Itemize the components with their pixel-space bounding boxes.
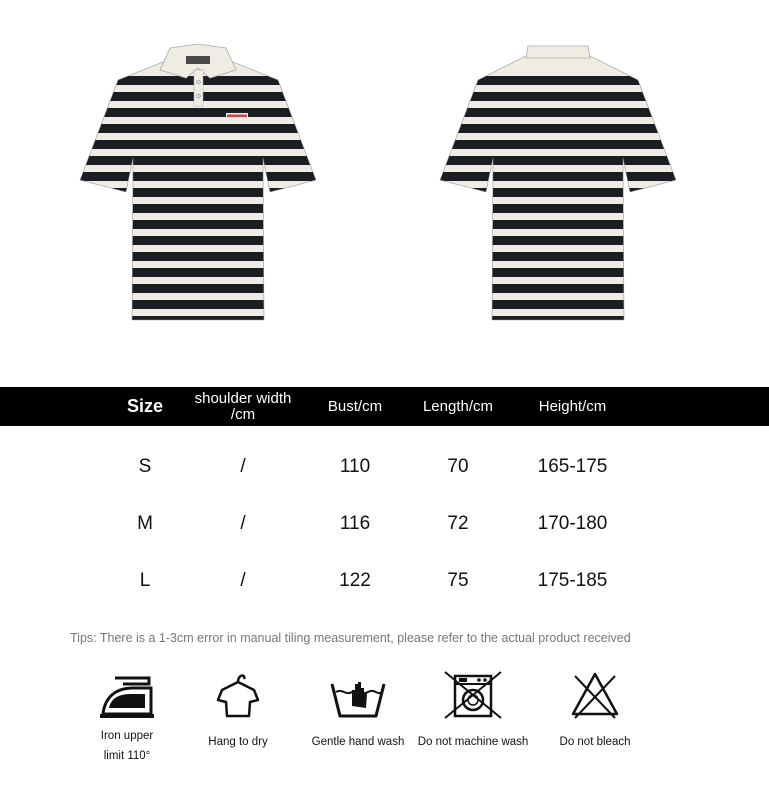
shirt-stripe — [438, 108, 678, 117]
shirt-stripe — [78, 268, 318, 277]
care-item-hang-dry — [178, 670, 298, 752]
polo-shirt-back-image — [438, 40, 678, 325]
cell-bust: 116 — [339, 512, 371, 534]
iron-label-line2: limit 110° — [103, 750, 151, 762]
polo-shirt-front-image — [78, 40, 318, 325]
iron-label-line1: Iron upper — [100, 730, 154, 742]
cell-height: 170-180 — [537, 512, 608, 534]
shirt-stripe — [438, 172, 678, 181]
care-item-no-bleach — [535, 670, 655, 752]
care-instructions — [0, 670, 769, 790]
shirt-stripe — [438, 188, 678, 197]
shirt-stripe — [78, 188, 318, 197]
hanger-shirt-icon — [208, 670, 268, 720]
cell-bust: 110 — [339, 455, 371, 477]
table-row — [0, 552, 769, 609]
shirt-stripe — [438, 76, 678, 85]
cell-length: 72 — [447, 512, 469, 534]
header-shoulder-width-line2: /cm — [230, 405, 256, 423]
table-row — [0, 438, 769, 495]
table-header-row — [0, 387, 769, 426]
cell-size: L — [139, 569, 151, 591]
shirt-stripe — [438, 252, 678, 261]
shirt-stripe — [78, 236, 318, 245]
shirt-stripe — [78, 284, 318, 293]
cell-size: M — [137, 512, 153, 534]
no-machine-wash-label: Do not machine wash — [417, 736, 529, 748]
hand-wash-icon — [328, 670, 388, 720]
cell-length: 70 — [447, 455, 469, 477]
hang-dry-label: Hang to dry — [208, 736, 268, 748]
shirt-stripe — [78, 300, 318, 309]
shirt-stripe — [438, 268, 678, 277]
cell-height: 175-185 — [537, 569, 608, 591]
shirt-stripe — [438, 236, 678, 245]
size-table — [0, 387, 769, 609]
no-bleach-label: Do not bleach — [559, 736, 631, 748]
shirt-stripe — [78, 124, 318, 133]
shirt-stripe — [438, 124, 678, 133]
hand-wash-label: Gentle hand wash — [311, 736, 405, 748]
shirt-stripe — [78, 220, 318, 229]
header-shoulder-width — [183, 387, 303, 426]
cell-height: 165-175 — [537, 455, 608, 477]
shirt-stripe — [438, 204, 678, 213]
cell-size: S — [138, 455, 152, 477]
header-length: Length/cm — [422, 398, 494, 415]
shirt-stripe — [78, 252, 318, 261]
no-machine-wash-icon — [443, 670, 503, 720]
shirt-stripe — [438, 140, 678, 149]
iron-icon — [97, 670, 157, 720]
shirt-stripe — [438, 316, 678, 325]
shirt-stripe — [78, 316, 318, 325]
shirt-stripe — [438, 92, 678, 101]
care-item-no-machine-wash — [413, 670, 533, 752]
cell-bust: 122 — [339, 569, 371, 591]
table-row — [0, 495, 769, 552]
shirt-stripe — [438, 300, 678, 309]
shirt-stripe — [438, 156, 678, 165]
shirt-stripe — [78, 204, 318, 213]
shirt-stripe — [78, 140, 318, 149]
care-item-hand-wash — [298, 670, 418, 752]
header-shoulder-width-line1: shoulder width — [194, 389, 292, 407]
cell-shoulder: / — [240, 512, 246, 534]
shirt-stripe — [78, 108, 318, 117]
measurement-tips: Tips: There is a 1-3cm error in manual tiling measurement, please refer to the actual product received — [70, 631, 631, 645]
header-height: Height/cm — [538, 398, 607, 415]
shirt-stripe — [438, 284, 678, 293]
shirt-stripe — [438, 220, 678, 229]
cell-shoulder: / — [240, 569, 246, 591]
shirt-stripe — [78, 172, 318, 181]
no-bleach-icon — [565, 670, 625, 720]
cell-length: 75 — [447, 569, 469, 591]
care-item-iron — [67, 670, 187, 766]
cell-shoulder: / — [240, 455, 246, 477]
shirt-stripe — [78, 156, 318, 165]
header-bust: Bust/cm — [327, 398, 383, 415]
header-size: Size — [126, 396, 164, 416]
product-images — [0, 0, 769, 380]
